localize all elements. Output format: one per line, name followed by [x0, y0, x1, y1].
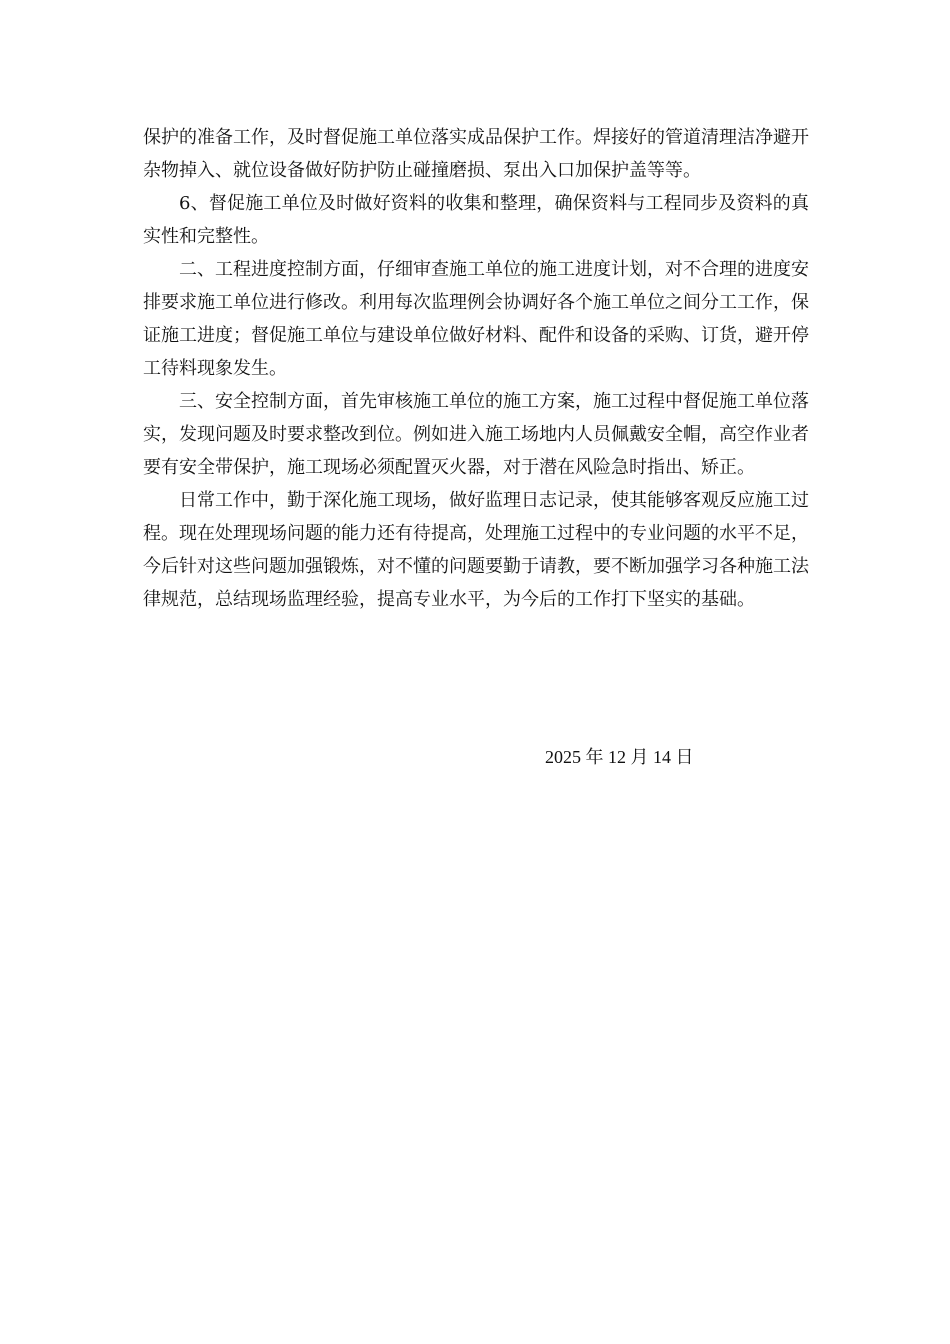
- paragraph-daily-work-summary: 日常工作中，勤于深化施工现场，做好监理日志记录，使其能够客观反应施工过程。现在处理现场问题的能力还有待提高，处理施工过程中的专业问题的水平不足，今后针对这些问题加强锻炼，对不懂的问题要勤于请教，要不断加强学习各种施工法律规范，总结现场监理经验，提高专业水平，为今后的工作打下坚实的基础。: [143, 490, 809, 610]
- document-date: 2025 年 12 月 14 日: [545, 747, 694, 767]
- paragraph-schedule-control: 二、工程进度控制方面，仔细审查施工单位的施工进度计划，对不合理的进度安排要求施工单位进行修改。利用每次监理例会协调好各个施工单位之间分工工作，保证施工进度；督促施工单位与建设单位做好材料、配件和设备的采购、订货，避开停工待料现象发生。: [143, 259, 809, 379]
- document-body: [143, 121, 809, 616]
- paragraph-documentation: 6、督促施工单位及时做好资料的收集和整理，确保资料与工程同步及资料的真实性和完整性。: [143, 193, 809, 247]
- paragraph-protection-continued: 保护的准备工作，及时督促施工单位落实成品保护工作。焊接好的管道清理洁净避开杂物掉入、就位设备做好防护防止碰撞磨损、泵出入口加保护盖等等。: [143, 127, 809, 181]
- paragraph-safety-control: 三、安全控制方面，首先审核施工单位的施工方案，施工过程中督促施工单位落实，发现问题及时要求整改到位。例如进入施工场地内人员佩戴安全帽，高空作业者要有安全带保护，施工现场必须配置灭火器，对于潜在风险急时指出、矫正。: [143, 391, 809, 478]
